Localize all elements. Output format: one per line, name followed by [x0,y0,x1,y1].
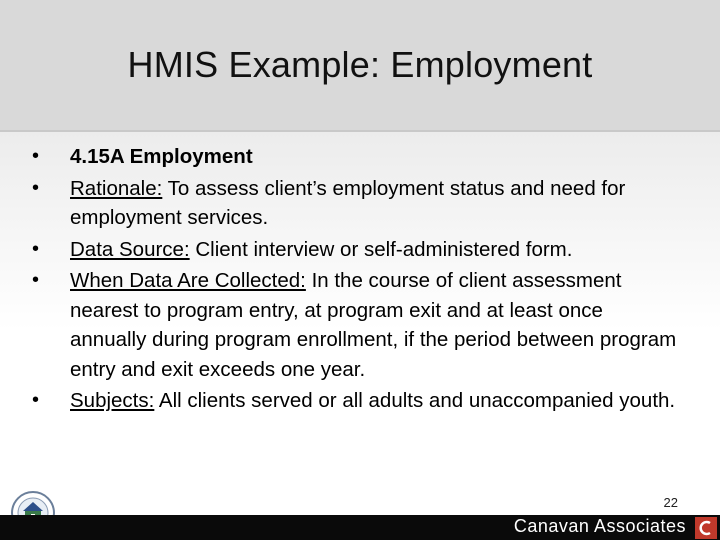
bullet-list [32,142,682,418]
bullet-icon: • [32,389,40,411]
bullet-item [32,174,682,233]
footer-bar [0,515,720,540]
bullet-text: All clients served or all adults and unaccompanied youth. [154,389,676,412]
canavan-logo-icon [695,517,717,539]
bullet-item [32,235,682,265]
title-band [0,0,720,132]
bullet-text: In the course of client assessment nearest to program entry, at program exit and at least once annually during program enrollment, if the period between program entry and exit exceeds one year. [70,269,677,381]
bullet-item [32,142,682,172]
bullet-lead: Data Source: [70,237,190,261]
bullet-icon: • [32,176,40,199]
bullet-lead: Rationale: [70,176,163,200]
bullet-icon: • [32,269,40,291]
bullet-lead: Subjects: [70,389,155,412]
bullet-text: Client interview or self-administered form. [189,237,573,261]
slide-title: HMIS Example: Employment [127,44,593,85]
bullet-item [32,266,682,384]
company-name: Canavan Associates [513,516,686,536]
bullet-icon: • [32,145,40,167]
bullet-icon: • [32,237,40,260]
bullet-text: To assess client’s employment status and need for employment services. [70,176,626,229]
page-number: 22 [663,495,678,510]
bullet-lead: When Data Are Collected: [70,269,306,292]
bullet-heading: 4.15A Employment [70,145,253,168]
bullet-item [32,386,682,416]
